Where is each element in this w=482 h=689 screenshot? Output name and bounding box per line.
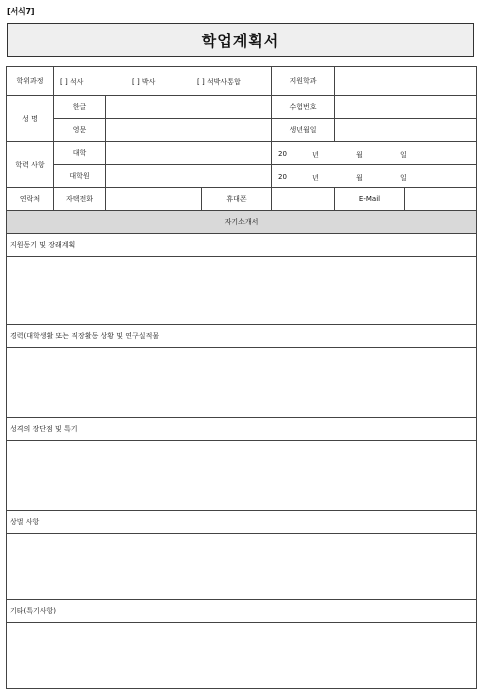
exam-number-field[interactable] [335, 96, 477, 119]
graduate-date-field[interactable] [272, 165, 477, 188]
self-intro-header: 자기소개서 [7, 211, 477, 234]
department-label: 지원학과 [272, 67, 335, 96]
birth-date-field[interactable] [335, 119, 477, 142]
section-body-experience[interactable] [7, 348, 477, 418]
education-graduate-field[interactable] [106, 165, 272, 188]
home-phone-field[interactable] [106, 188, 202, 211]
page-title: 학업계획서 [201, 31, 280, 50]
university-date-field[interactable] [272, 142, 477, 165]
graduate-year-prefix: 20 [278, 173, 287, 181]
birth-date-label: 생년월일 [272, 119, 335, 142]
section-body-other[interactable] [7, 623, 477, 689]
education-university-label: 대학 [54, 142, 106, 165]
university-day-unit: 일 [400, 151, 407, 159]
degree-option-masters[interactable]: [ ] 석사 [60, 78, 84, 86]
graduate-day-unit: 일 [400, 174, 407, 182]
name-korean-label: 한글 [54, 96, 106, 119]
section-label-motivation: 지원동기 및 장래계획 [7, 234, 477, 257]
degree-options-cell[interactable] [54, 67, 272, 96]
name-label: 성 명 [7, 96, 54, 142]
university-year-unit: 년 [312, 151, 319, 159]
degree-option-doctorate[interactable]: [ ] 박사 [132, 78, 156, 86]
mobile-label: 휴대폰 [202, 188, 272, 211]
university-month-unit: 월 [356, 151, 363, 159]
degree-label: 학위과정 [7, 67, 54, 96]
section-label-other: 기타(특기사항) [7, 600, 477, 623]
department-field[interactable] [335, 67, 477, 96]
form-number-label: [서식7] [7, 7, 35, 16]
application-form-table [6, 66, 477, 689]
name-english-label: 영문 [54, 119, 106, 142]
degree-option-integrated[interactable]: [ ] 석박사통합 [197, 78, 241, 86]
section-label-personality: 성격의 장단점 및 특기 [7, 418, 477, 441]
mobile-field[interactable] [272, 188, 335, 211]
education-label: 학력 사항 [7, 142, 54, 188]
name-korean-field[interactable] [106, 96, 272, 119]
graduate-month-unit: 월 [356, 174, 363, 182]
education-university-field[interactable] [106, 142, 272, 165]
contact-label: 연락처 [7, 188, 54, 211]
exam-number-label: 수험번호 [272, 96, 335, 119]
section-body-awards[interactable] [7, 534, 477, 600]
name-english-field[interactable] [106, 119, 272, 142]
title-box [7, 23, 474, 57]
section-body-motivation[interactable] [7, 257, 477, 325]
section-label-experience: 경력(대학생활 또는 직장활동 상황 및 연구실적물 [7, 325, 477, 348]
education-graduate-label: 대학원 [54, 165, 106, 188]
home-phone-label: 자택전화 [54, 188, 106, 211]
graduate-year-unit: 년 [312, 174, 319, 182]
email-label: E-Mail [335, 188, 405, 211]
email-field[interactable] [405, 188, 477, 211]
section-label-awards: 상벌 사항 [7, 511, 477, 534]
section-body-personality[interactable] [7, 441, 477, 511]
university-year-prefix: 20 [278, 150, 287, 158]
